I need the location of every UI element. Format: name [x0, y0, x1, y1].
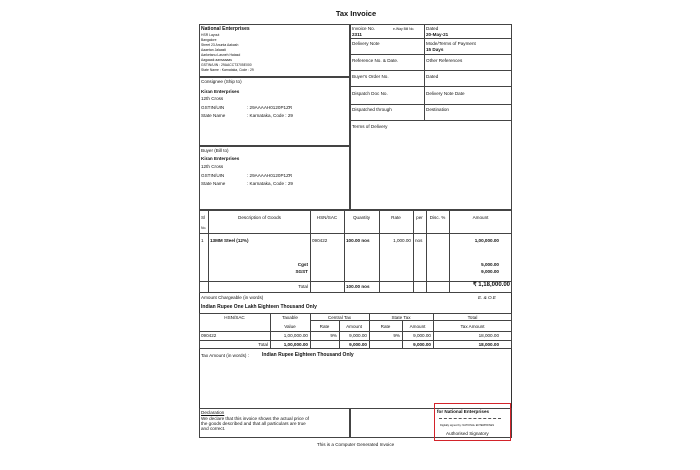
seller-line: Bangalore [201, 38, 217, 42]
tax-words-value: Indian Rupee Eighteen Thousand Only [262, 352, 354, 358]
tax-row-state-rate: 9% [393, 333, 400, 338]
consignee-state-value: : Karnataka, Code : 29 [247, 113, 293, 118]
mode-terms-value: 15 Days [426, 47, 444, 52]
consignee-address: 12th Cross [201, 96, 224, 101]
seller-line: GSTIN/UIN : 29AACCT3705E000 [201, 63, 252, 67]
tax-row-state-amount: 9,000.00 [413, 333, 431, 338]
seller-line: Aagaaak aansaaaas [201, 58, 232, 62]
tax-col-value: Value [284, 324, 296, 329]
declaration-line: We declare that this invoice shows the actual price of [201, 416, 309, 421]
seller-line: Aarketanu Lasneh Hatasd [201, 53, 241, 57]
seller-line: State Name : Karnataka, Code : 29 [201, 68, 254, 72]
tax-col-taxable: Taxable [282, 315, 298, 320]
invoice-no-label: Invoice No. [352, 26, 375, 31]
items-total-label: Total [298, 284, 308, 289]
col-no: No. [201, 226, 207, 230]
item-rate: 1,000.00 [393, 238, 411, 243]
other-references-label: Other References [426, 58, 463, 63]
buyer-gst-label: GSTIN/UIN [201, 173, 225, 178]
buyer-order-label: Buyer's Order No. [352, 74, 389, 79]
consignee-gst-label: GSTIN/UIN [201, 105, 225, 110]
consignee-state-label: State Name [201, 113, 226, 118]
col-disc: Disc. % [429, 215, 446, 220]
dated-label: Dated [426, 26, 439, 31]
item-amount: 1,00,000.00 [474, 238, 499, 243]
cgst-label: Cgst [297, 262, 308, 267]
buyer-gst-value: : 29AAAAH0120P1ZR [247, 173, 293, 178]
item-per: nos [415, 238, 423, 243]
tax-col-central: Central Tax [327, 315, 352, 320]
tax-total-taxable: 1,00,000.00 [283, 342, 308, 347]
tax-row-hsn: 090422 [201, 333, 217, 338]
invoice-title: Tax Invoice [335, 9, 377, 18]
col-quantity: Quantity [352, 215, 371, 220]
tax-row-central-amount: 9,000.00 [349, 333, 367, 338]
dated2-label: Dated [426, 74, 439, 79]
tax-col-central-amount: Amount [346, 324, 362, 329]
tax-row-central-rate: 9% [330, 333, 337, 338]
destination-label: Destination [426, 107, 449, 112]
authorised-signatory: Authorised Signatory [446, 431, 489, 436]
tax-total-state-amount: 9,000.00 [413, 342, 431, 347]
reference-label: Reference No. & Date. [352, 58, 399, 63]
tax-col-hsn: HSN/SAC [224, 315, 245, 320]
eoe-label: E. & O.E [478, 295, 496, 300]
footer-note: This is a Computer Generated Invoice [316, 442, 395, 447]
seller-line: Street 23 Anunta Aakash [201, 43, 239, 47]
terms-delivery-label: Terms of Delivery [352, 124, 388, 129]
declaration-heading: Declaration [201, 410, 225, 415]
eway-bill-label: e-Way Bill No. [393, 27, 415, 31]
col-amount: Amount [472, 215, 489, 220]
amount-words-value: Indian Rupee One Lakh Eighteen Thousand Only [201, 304, 317, 310]
delivery-note-label: Delivery Note [352, 41, 380, 46]
tax-col-state-rate: Rate [380, 324, 391, 329]
col-sl: Sl [201, 215, 206, 220]
tax-col-state-amount: Amount [409, 324, 426, 329]
amount-words-label: Amount Chargeable (in words) [201, 295, 264, 300]
items-total-quantity: 100.00 nos [346, 284, 370, 289]
tax-total-central-amount: 9,000.00 [349, 342, 367, 347]
buyer-heading: Buyer (Bill to) [201, 148, 229, 153]
dated-value: 20-May-21 [426, 32, 449, 37]
consignee-gst-value: : 29AAAAH0120P1ZR [247, 105, 293, 110]
tax-row-total: 18,000.00 [478, 333, 499, 338]
tax-col-state: State Tax [391, 315, 411, 320]
signature-for-label: for National Enterprises [437, 409, 490, 414]
cgst-amount: 5,000.00 [481, 262, 499, 267]
mode-terms-label: Mode/Terms of Payment [426, 41, 476, 46]
consignee-heading: Consignee (Ship to) [201, 79, 242, 84]
signature-fine-line: Digitally signed by: NATIONAL ENTERPRISES [440, 424, 495, 427]
sgst-label: SGST [295, 269, 308, 274]
tax-total-total: 18,000.00 [478, 342, 499, 347]
seller-line: Aaaetan Jalaasti [201, 48, 227, 52]
buyer-state-label: State Name [201, 181, 226, 186]
buyer-address: 12th Cross [201, 164, 224, 169]
item-sl: 1 [201, 238, 204, 243]
col-hsn: HSN/SAC [316, 215, 338, 220]
item-description: 13MM Steel (12%) [210, 238, 249, 243]
delivery-note-date-label: Delivery Note Date [426, 91, 465, 96]
dispatch-doc-label: Dispatch Doc No. [352, 91, 388, 96]
consignee-name: Kiran Enterprises [201, 89, 240, 94]
consignee-box [199, 77, 350, 146]
buyer-name: Kiran Enterprises [201, 156, 240, 161]
seller-name: National Enterprises [201, 26, 250, 32]
tax-col-tax-amount: Tax Amount [460, 324, 485, 329]
item-quantity: 100.00 nos [346, 238, 370, 243]
tax-total-label: Total [258, 342, 268, 347]
item-hsn: 090422 [312, 238, 328, 243]
dispatched-through-label: Dispatched through [352, 107, 392, 112]
declaration-line: and correct. [201, 426, 226, 431]
tax-col-total: Total [467, 315, 478, 320]
tax-words-label: Tax Amount (in words) : [201, 353, 249, 358]
col-per: per [416, 215, 423, 220]
col-rate: Rate [391, 215, 401, 220]
tax-row-taxable: 1,00,000.00 [283, 333, 308, 338]
buyer-state-value: : Karnataka, Code : 29 [247, 181, 293, 186]
items-total-amount: ₹ 1,18,000.00 [472, 282, 510, 288]
sgst-amount: 9,000.00 [481, 269, 499, 274]
col-description: Description of Goods [238, 215, 281, 220]
seller-line: HSR Layout [201, 33, 220, 37]
invoice-no-value: 2311 [352, 32, 362, 37]
signature-highlight-box [434, 403, 511, 441]
tax-col-central-rate: Rate [319, 324, 330, 329]
declaration-line: the goods described and that all particulars are true [201, 421, 306, 426]
